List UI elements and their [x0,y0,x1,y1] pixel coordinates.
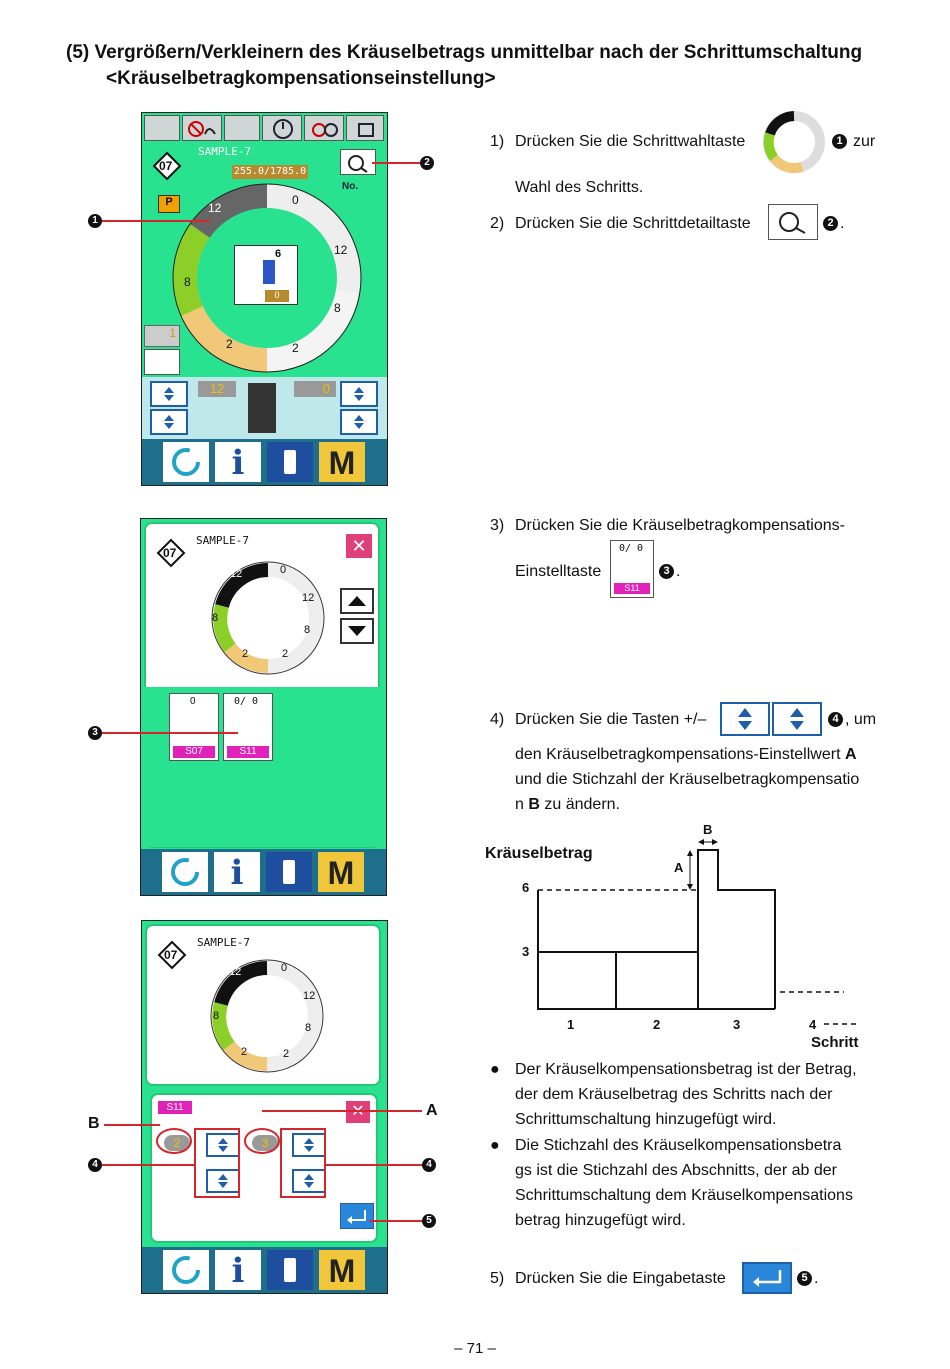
step-4-text-c: den Kräuselbetragkompensations-Einstellwert [515,746,841,763]
info-button[interactable]: i [213,851,261,893]
step-5-text: Drücken Sie die Eingabetaste [515,1270,726,1287]
chart-ytick-6: 6 [522,880,530,895]
compensation-key-icon [610,540,654,598]
winder-button[interactable] [304,115,344,141]
communication-button[interactable] [266,441,314,483]
triangle-up-icon [342,590,372,612]
step-4-text-d: und die Stichzahl der Kräuselbetragkompensatio [515,771,860,788]
step-select-key-icon [762,110,826,174]
enter-button[interactable] [340,1203,374,1229]
pattern-number: 07 [159,159,173,173]
chart-annotation-b: B [703,822,713,837]
bottom-bar [142,439,387,485]
thread-icon [347,116,385,142]
ring-label-4: 2 [282,648,289,660]
chart-xtick-4: 4 [809,1017,817,1032]
toolbar-blank-button-2[interactable] [224,115,260,141]
plus-arrow-icon [152,383,186,405]
folder-icon: P [158,195,180,213]
ring-label-6: 8 [212,612,219,624]
left-value: 12 [198,381,236,397]
ring-label-1: 0 [281,962,288,974]
ready-icon [162,852,208,892]
s07-value: 0 [190,696,196,707]
bullet-2-line-1: Die Stichzahl des Kräuselkompensationsbetra [515,1137,842,1154]
step-ring-dial[interactable] [207,956,327,1076]
callout-b-label: B [88,1115,100,1132]
pattern-number-icon [157,940,187,970]
right-value: 0 [294,381,336,397]
step-2-text-b: . [840,215,845,232]
pattern-number-icon [152,151,182,181]
bullet-2-line-3: Schrittumschaltung dem Kräuselkompensations [515,1187,853,1204]
chart-step-1 [538,952,616,1009]
ring-label-0: 12 [229,966,242,978]
callout-a-line [262,1110,422,1112]
pattern-number: 07 [164,948,178,962]
step-5-callout: 5 [797,1271,812,1286]
chart-xtick-1: 1 [567,1017,575,1032]
presser-icon [263,260,275,284]
s07-button[interactable] [169,693,219,761]
section-subtitle: <Kräuselbetragkompensationseinstellung> [106,68,496,89]
s11-button[interactable] [223,693,273,761]
chart-ytick-3: 3 [522,944,530,959]
s11-value: 0/ 0 [234,696,259,707]
screen-step-detail [140,518,387,896]
bullet-2-line-2: gs ist die Stichzahl des Abschnitts, der ab der [515,1162,837,1179]
no-label: No. [342,181,359,192]
enter-icon [341,1204,373,1228]
step-2-text: Drücken Sie die Schrittdetailtaste [515,215,751,232]
chart-annotation-a: A [674,860,684,875]
presser-foot-icon [248,383,276,433]
ring-label-3: 8 [305,1022,312,1034]
bullet-1-line-2: der dem Kräuselbetrag des Schritts nach der [515,1086,833,1103]
bullet-1-line-1: Der Kräuselkompensationsbetrag ist der Betrag, [515,1061,857,1078]
ring-label-5: 2 [241,1046,248,1058]
s11-tag: S11 [227,746,269,758]
ring-label-2: 12 [303,990,316,1002]
close-icon[interactable]: ✕ [346,534,372,558]
callout-4-left: 4 [88,1158,102,1172]
step-4-text-e1: n [515,796,524,813]
section-title: (5) Vergrößern/Verkleinern des Kräuselbetrags unmittelbar nach der Schrittumschaltung [66,42,863,63]
enter-key-icon [742,1262,792,1294]
right-plus-button[interactable] [340,381,378,407]
compensation-popup [150,1093,378,1243]
callout-4-box-left [194,1128,240,1198]
bullet-dot: ● [490,1137,500,1154]
ring-label-3: 8 [304,624,311,636]
toolbar-blank-button[interactable] [144,115,180,141]
enter-icon [744,1264,790,1292]
step-1-number: 1) [490,133,505,150]
scroll-down-button[interactable] [340,618,374,644]
communication-icon [267,442,313,482]
bottom-bar [142,1247,387,1293]
ring-label-3: 8 [334,301,341,315]
minus-arrow-icon [152,411,186,433]
step-4-text-e2: zu ändern. [544,796,620,813]
sample-name: SAMPLE-7 [196,534,249,547]
stitch-count-value: 2 [164,1135,190,1151]
step-3-callout: 3 [659,564,674,579]
step-3-text-b: Einstelltaste [515,563,602,580]
callout-3-line [102,732,238,734]
bullet-2-line-4: betrag hinzugefügt wird. [515,1212,686,1229]
step-5-text-b: . [814,1270,819,1287]
step-detail-button[interactable] [340,149,376,175]
callout-4-box-right [280,1128,326,1198]
gather-chart [530,836,860,1032]
ring-label-5: 2 [242,648,249,660]
minus-arrow-icon [342,411,376,433]
step-4-label-a: A [844,746,857,763]
page-number: – 71 – [454,1340,496,1357]
bobbin-counter-button[interactable] [262,115,302,141]
right-minus-button[interactable] [340,409,378,435]
callout-b-line [104,1124,160,1126]
callout-3: 3 [88,726,102,740]
chart-xtick-3: 3 [733,1017,741,1032]
ready-icon [163,442,209,482]
step-5-number: 5) [490,1270,505,1287]
step-4-number: 4) [490,711,505,728]
pattern-number: 07 [163,546,177,560]
step-3-text: Drücken Sie die Kräuselbetragkompensations- [515,517,845,534]
clock-icon [263,116,303,142]
communication-icon [267,1250,313,1290]
ring-label-0: 12 [230,568,243,580]
callout-4-right: 4 [422,1158,436,1172]
ring-label-2: 12 [302,592,315,604]
step-2-callout: 2 [823,216,838,231]
step-1-text-c: Wahl des Schritts. [515,179,644,196]
pattern-number-icon [156,538,186,568]
chart-step-2 [616,952,698,1009]
triangle-down-icon [342,620,372,642]
plus-key-icon [720,702,770,736]
ring-label-1: 0 [280,564,287,576]
chart-step-3 [698,850,775,1009]
ring-label-4: 2 [283,1048,290,1060]
ring-label-0: 12 [208,201,222,215]
stitch-counter: 255.0/1785.0 [233,166,307,177]
step-2-number: 2) [490,215,505,232]
counter-setting-button[interactable] [144,349,180,375]
plus-arrow-icon [722,704,768,734]
ring-label-2: 12 [334,243,348,257]
compensation-value: 3 [252,1135,278,1151]
side-counter: 1 [144,325,180,347]
callout-5: 5 [422,1214,436,1228]
callout-4-left-line [102,1164,194,1166]
step-3-text-c: . [676,563,681,580]
thread-cut-off-button[interactable] [182,115,222,141]
menu-button[interactable]: M [318,1249,366,1291]
no-thread-icon [183,116,223,142]
minus-key-icon [772,702,822,736]
thread-setting-button[interactable] [346,115,384,141]
close-icon[interactable] [346,1101,370,1123]
ready-button[interactable] [161,851,209,893]
left-plus-button[interactable] [150,381,188,407]
ring-panel [145,924,381,1086]
callout-a-label: A [426,1102,438,1119]
step-4-line-c [515,745,857,765]
step-1-callout: 1 [832,134,847,149]
screen-compensation [141,920,388,1294]
ring-label-6: 8 [213,1010,220,1022]
callout-a-ring [244,1128,280,1154]
chart-xlabel: Schritt [811,1034,859,1051]
center-zero: 0 [265,290,289,302]
step-4-text-b: , um [845,711,877,728]
step-4-label-b: B [528,796,540,813]
s07-tag: S07 [173,746,215,758]
bullet-dot: ● [490,1061,500,1078]
callout-b-ring [156,1128,192,1154]
ready-icon [163,1250,209,1290]
screen-main [141,112,388,486]
menu-button[interactable]: M [318,441,366,483]
spool-icon [305,116,345,142]
sample-name: SAMPLE-7 [197,936,250,949]
chart-xtick-2: 2 [653,1017,661,1032]
center-pattern-display [234,245,298,305]
bottom-bar [141,849,386,895]
callout-5-line [370,1220,422,1222]
callout-1: 1 [88,214,102,228]
communication-button[interactable] [265,851,313,893]
bullet-1-line-3: Schrittumschaltung hinzugefügt wird. [515,1111,777,1128]
step-4-text: Drücken Sie die Tasten +/– [515,711,707,728]
left-minus-button[interactable] [150,409,188,435]
ready-button[interactable] [162,441,210,483]
info-button[interactable]: i [214,441,262,483]
callout-4-right-line [326,1164,422,1166]
info-button[interactable]: i [214,1249,262,1291]
step-3-number: 3) [490,517,505,534]
ring-label-5: 2 [226,337,233,351]
step-1-text-b: zur [853,133,876,150]
step-detail-key-icon [768,204,818,240]
ring-label-6: 8 [184,275,191,289]
callout-2-line [372,162,420,164]
step-4-callout: 4 [828,712,843,727]
magnifier-icon [769,205,817,239]
step-ring-dial[interactable] [208,558,328,678]
comp-key-value: 0/ 0 [619,543,644,554]
minus-arrow-icon [774,704,820,734]
callout-1-line [102,220,210,222]
callout-2: 2 [420,156,434,170]
menu-button[interactable]: M [317,851,365,893]
communication-icon [266,852,312,892]
chart-ylabel: Kräuselbetrag [485,845,593,862]
center-value: 6 [275,248,282,260]
sample-name: SAMPLE-7 [198,145,251,158]
comp-key-tag: S11 [614,583,650,594]
scroll-up-button[interactable] [340,588,374,614]
step-1-text: Drücken Sie die Schrittwahltaste [515,133,746,150]
ready-button[interactable] [162,1249,210,1291]
plus-arrow-icon [342,383,376,405]
s11-tag: S11 [158,1101,192,1114]
step-4-line-e [515,795,620,815]
ring-label-4: 2 [292,341,299,355]
ring-label-1: 0 [292,193,299,207]
communication-button[interactable] [266,1249,314,1291]
